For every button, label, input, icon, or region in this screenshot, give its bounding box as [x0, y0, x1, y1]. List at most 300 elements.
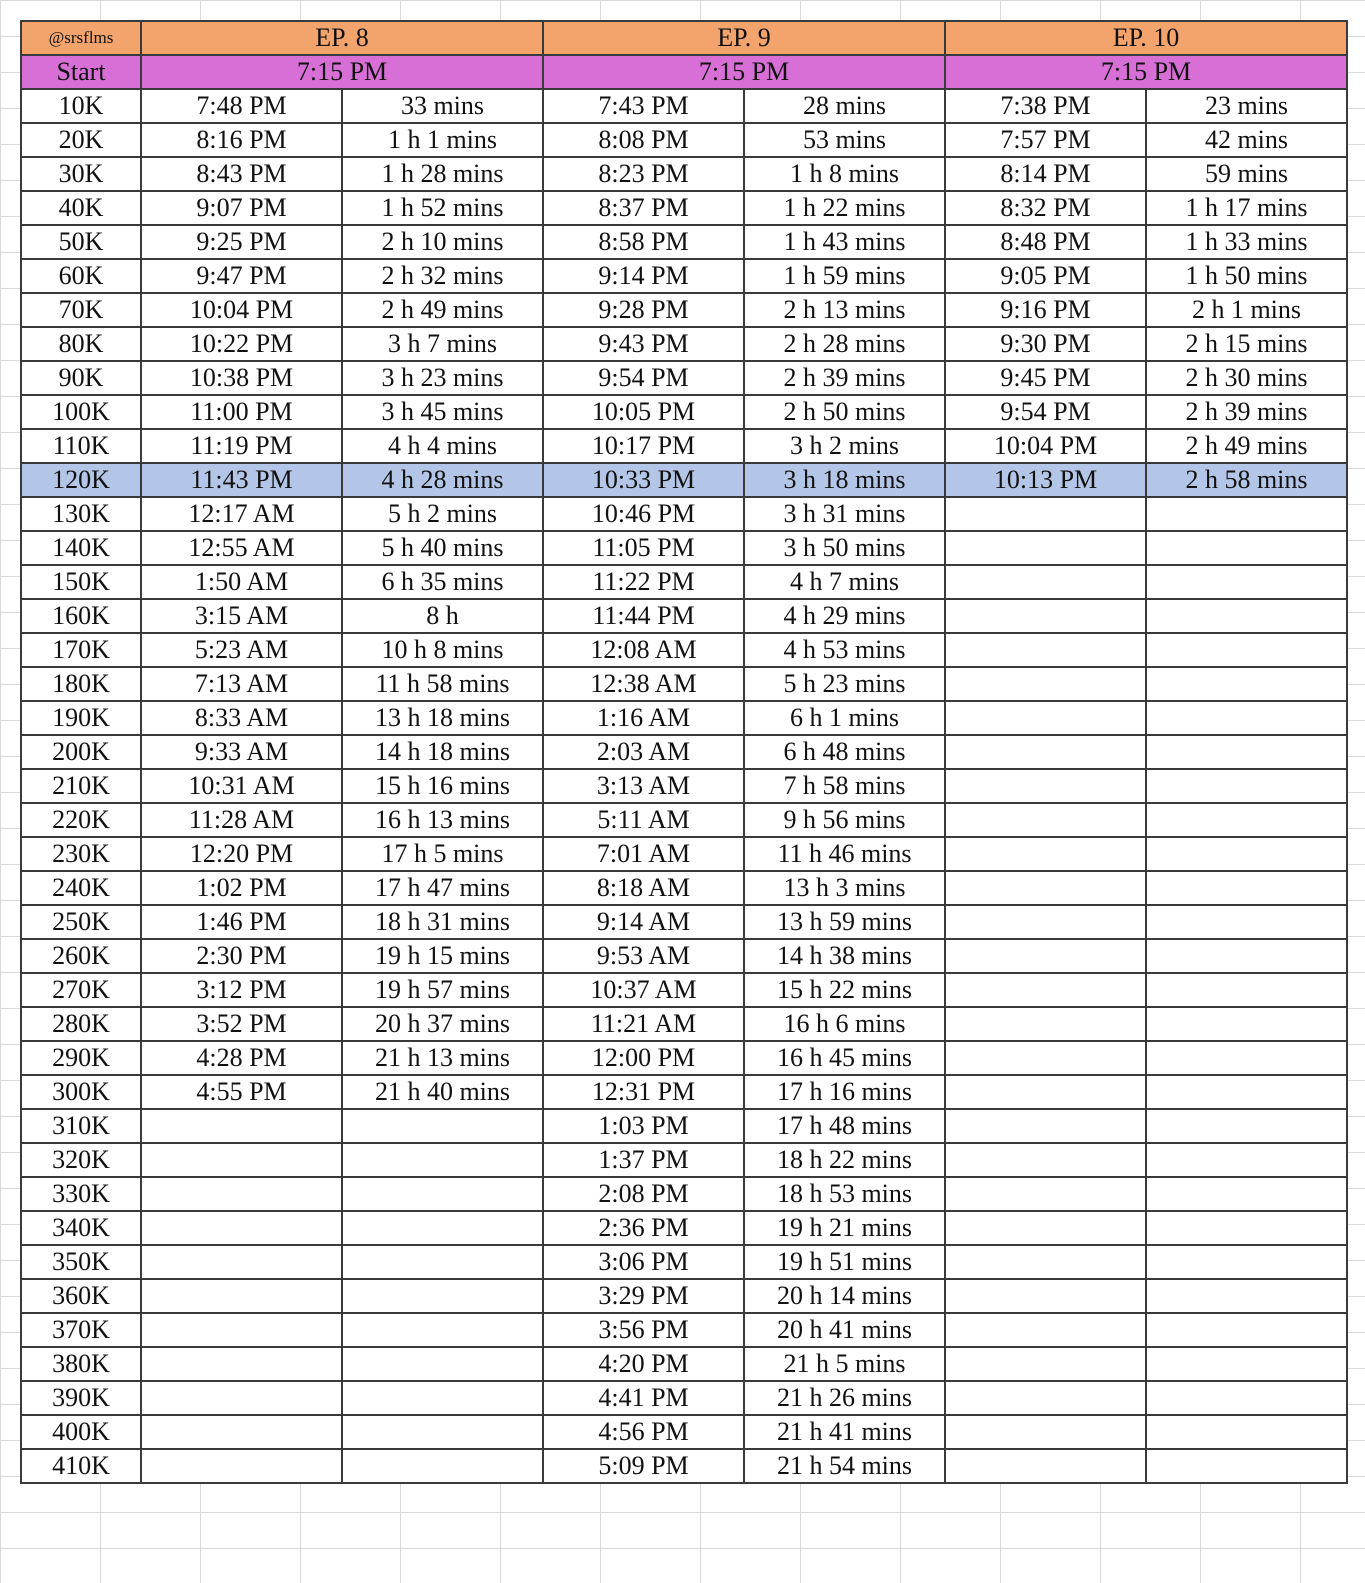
milestone-cell[interactable]: 320K	[21, 1143, 141, 1177]
table-row	[21, 905, 1347, 939]
ep9-time-cell[interactable]: 1:16 AM	[543, 701, 744, 735]
ep9-time-cell[interactable]: 3:06 PM	[543, 1245, 744, 1279]
ep8-time-cell[interactable]: 9:33 AM	[141, 735, 342, 769]
ep10-time-cell[interactable]: 8:32 PM	[945, 191, 1146, 225]
ep10-duration-cell[interactable]	[1146, 1415, 1347, 1449]
ep8-duration-cell[interactable]: 2 h 32 mins	[342, 259, 543, 293]
milestone-cell[interactable]: 370K	[21, 1313, 141, 1347]
ep9-time-cell[interactable]: 4:56 PM	[543, 1415, 744, 1449]
ep8-time-cell[interactable]: 10:31 AM	[141, 769, 342, 803]
ep8-time-cell[interactable]: 9:47 PM	[141, 259, 342, 293]
ep9-duration-cell[interactable]: 19 h 51 mins	[744, 1245, 945, 1279]
ep9-time-cell[interactable]: 12:00 PM	[543, 1041, 744, 1075]
ep9-time-cell[interactable]: 2:03 AM	[543, 735, 744, 769]
ep10-time-cell[interactable]	[945, 1075, 1146, 1109]
ep10-time-cell[interactable]: 9:54 PM	[945, 395, 1146, 429]
ep8-duration-cell[interactable]: 16 h 13 mins	[342, 803, 543, 837]
milestone-cell[interactable]: 90K	[21, 361, 141, 395]
episode-header-ep8[interactable]: EP. 8	[141, 21, 543, 55]
ep10-time-cell[interactable]	[945, 1347, 1146, 1381]
ep10-time-cell[interactable]	[945, 531, 1146, 565]
ep8-duration-cell[interactable]: 19 h 57 mins	[342, 973, 543, 1007]
ep9-time-cell[interactable]: 1:03 PM	[543, 1109, 744, 1143]
milestone-cell[interactable]: 260K	[21, 939, 141, 973]
ep9-duration-cell[interactable]: 13 h 3 mins	[744, 871, 945, 905]
ep10-duration-cell[interactable]: 42 mins	[1146, 123, 1347, 157]
ep9-duration-cell[interactable]: 21 h 5 mins	[744, 1347, 945, 1381]
ep10-duration-cell[interactable]	[1146, 803, 1347, 837]
episode-header-ep10[interactable]: EP. 10	[945, 21, 1347, 55]
ep10-time-cell[interactable]: 8:48 PM	[945, 225, 1146, 259]
milestone-cell[interactable]: 60K	[21, 259, 141, 293]
ep8-time-cell[interactable]: 8:43 PM	[141, 157, 342, 191]
ep9-duration-cell[interactable]: 21 h 26 mins	[744, 1381, 945, 1415]
ep8-time-cell[interactable]: 11:19 PM	[141, 429, 342, 463]
ep8-duration-cell[interactable]: 18 h 31 mins	[342, 905, 543, 939]
ep8-time-cell[interactable]: 8:33 AM	[141, 701, 342, 735]
ep8-time-cell[interactable]: 8:16 PM	[141, 123, 342, 157]
milestone-cell[interactable]: 240K	[21, 871, 141, 905]
ep9-duration-cell[interactable]: 1 h 8 mins	[744, 157, 945, 191]
ep9-time-cell[interactable]: 3:13 AM	[543, 769, 744, 803]
ep8-time-cell[interactable]: 4:55 PM	[141, 1075, 342, 1109]
ep10-time-cell[interactable]	[945, 1177, 1146, 1211]
milestone-cell[interactable]: 40K	[21, 191, 141, 225]
ep10-duration-cell[interactable]: 2 h 39 mins	[1146, 395, 1347, 429]
milestone-cell[interactable]: 50K	[21, 225, 141, 259]
ep10-duration-cell[interactable]	[1146, 1041, 1347, 1075]
ep8-duration-cell[interactable]: 10 h 8 mins	[342, 633, 543, 667]
ep10-duration-cell[interactable]: 59 mins	[1146, 157, 1347, 191]
ep10-duration-cell[interactable]	[1146, 1313, 1347, 1347]
ep10-time-cell[interactable]	[945, 803, 1146, 837]
ep10-time-cell[interactable]: 10:13 PM	[945, 463, 1146, 497]
ep10-duration-cell[interactable]: 2 h 1 mins	[1146, 293, 1347, 327]
ep10-time-cell[interactable]	[945, 1007, 1146, 1041]
milestone-cell[interactable]: 100K	[21, 395, 141, 429]
milestone-cell[interactable]: 310K	[21, 1109, 141, 1143]
ep9-duration-cell[interactable]: 5 h 23 mins	[744, 667, 945, 701]
ep10-duration-cell[interactable]	[1146, 871, 1347, 905]
ep9-time-cell[interactable]: 10:46 PM	[543, 497, 744, 531]
ep10-duration-cell[interactable]	[1146, 531, 1347, 565]
ep10-duration-cell[interactable]	[1146, 1177, 1347, 1211]
ep9-duration-cell[interactable]: 9 h 56 mins	[744, 803, 945, 837]
ep8-duration-cell[interactable]	[342, 1347, 543, 1381]
ep10-duration-cell[interactable]	[1146, 1211, 1347, 1245]
ep10-time-cell[interactable]	[945, 1245, 1146, 1279]
ep9-duration-cell[interactable]: 3 h 2 mins	[744, 429, 945, 463]
ep9-duration-cell[interactable]: 15 h 22 mins	[744, 973, 945, 1007]
ep9-time-cell[interactable]: 8:23 PM	[543, 157, 744, 191]
ep8-duration-cell[interactable]: 17 h 47 mins	[342, 871, 543, 905]
ep8-time-cell[interactable]: 12:55 AM	[141, 531, 342, 565]
ep9-duration-cell[interactable]: 20 h 14 mins	[744, 1279, 945, 1313]
milestone-cell[interactable]: 140K	[21, 531, 141, 565]
ep8-time-cell[interactable]: 11:43 PM	[141, 463, 342, 497]
milestone-cell[interactable]: 330K	[21, 1177, 141, 1211]
credit-cell[interactable]: @srsflms	[21, 21, 141, 55]
ep8-time-cell[interactable]	[141, 1449, 342, 1483]
ep10-time-cell[interactable]	[945, 1143, 1146, 1177]
milestone-cell[interactable]: 120K	[21, 463, 141, 497]
ep9-time-cell[interactable]: 12:31 PM	[543, 1075, 744, 1109]
ep8-time-cell[interactable]: 3:12 PM	[141, 973, 342, 1007]
ep9-time-cell[interactable]: 10:17 PM	[543, 429, 744, 463]
ep9-time-cell[interactable]: 9:54 PM	[543, 361, 744, 395]
ep8-duration-cell[interactable]: 5 h 2 mins	[342, 497, 543, 531]
ep9-duration-cell[interactable]: 19 h 21 mins	[744, 1211, 945, 1245]
ep9-time-cell[interactable]: 10:05 PM	[543, 395, 744, 429]
ep10-time-cell[interactable]	[945, 1381, 1146, 1415]
ep8-time-cell[interactable]: 1:02 PM	[141, 871, 342, 905]
ep10-duration-cell[interactable]	[1146, 1245, 1347, 1279]
ep10-duration-cell[interactable]	[1146, 1449, 1347, 1483]
ep9-duration-cell[interactable]: 16 h 45 mins	[744, 1041, 945, 1075]
ep9-time-cell[interactable]: 9:43 PM	[543, 327, 744, 361]
ep10-time-cell[interactable]: 9:30 PM	[945, 327, 1146, 361]
ep8-time-cell[interactable]: 11:00 PM	[141, 395, 342, 429]
start-time-ep9[interactable]: 7:15 PM	[543, 55, 945, 89]
ep9-time-cell[interactable]: 9:14 AM	[543, 905, 744, 939]
milestone-cell[interactable]: 400K	[21, 1415, 141, 1449]
ep10-time-cell[interactable]	[945, 1109, 1146, 1143]
ep10-time-cell[interactable]	[945, 871, 1146, 905]
ep9-duration-cell[interactable]: 2 h 28 mins	[744, 327, 945, 361]
ep10-duration-cell[interactable]	[1146, 1007, 1347, 1041]
ep9-duration-cell[interactable]: 2 h 50 mins	[744, 395, 945, 429]
ep9-duration-cell[interactable]: 1 h 59 mins	[744, 259, 945, 293]
milestone-cell[interactable]: 190K	[21, 701, 141, 735]
ep8-duration-cell[interactable]: 6 h 35 mins	[342, 565, 543, 599]
ep8-duration-cell[interactable]	[342, 1211, 543, 1245]
ep9-duration-cell[interactable]: 7 h 58 mins	[744, 769, 945, 803]
ep9-duration-cell[interactable]: 3 h 18 mins	[744, 463, 945, 497]
start-time-ep8[interactable]: 7:15 PM	[141, 55, 543, 89]
ep8-duration-cell[interactable]	[342, 1143, 543, 1177]
ep8-time-cell[interactable]: 7:48 PM	[141, 89, 342, 123]
ep8-duration-cell[interactable]	[342, 1109, 543, 1143]
ep10-duration-cell[interactable]	[1146, 1109, 1347, 1143]
ep8-duration-cell[interactable]: 2 h 49 mins	[342, 293, 543, 327]
ep9-time-cell[interactable]: 3:29 PM	[543, 1279, 744, 1313]
milestone-cell[interactable]: 80K	[21, 327, 141, 361]
table-row	[21, 803, 1347, 837]
ep10-time-cell[interactable]: 9:05 PM	[945, 259, 1146, 293]
ep8-time-cell[interactable]: 9:25 PM	[141, 225, 342, 259]
ep9-time-cell[interactable]: 2:36 PM	[543, 1211, 744, 1245]
milestone-cell[interactable]: 350K	[21, 1245, 141, 1279]
ep9-time-cell[interactable]: 11:22 PM	[543, 565, 744, 599]
ep9-duration-cell[interactable]: 28 mins	[744, 89, 945, 123]
ep10-time-cell[interactable]	[945, 667, 1146, 701]
ep8-duration-cell[interactable]: 17 h 5 mins	[342, 837, 543, 871]
ep10-time-cell[interactable]	[945, 1279, 1146, 1313]
ep9-time-cell[interactable]: 4:20 PM	[543, 1347, 744, 1381]
ep8-duration-cell[interactable]: 3 h 7 mins	[342, 327, 543, 361]
ep9-time-cell[interactable]: 2:08 PM	[543, 1177, 744, 1211]
ep8-time-cell[interactable]: 10:22 PM	[141, 327, 342, 361]
ep10-duration-cell[interactable]	[1146, 1075, 1347, 1109]
ep10-duration-cell[interactable]	[1146, 1381, 1347, 1415]
ep8-duration-cell[interactable]	[342, 1279, 543, 1313]
ep8-duration-cell[interactable]: 19 h 15 mins	[342, 939, 543, 973]
ep8-duration-cell[interactable]: 21 h 13 mins	[342, 1041, 543, 1075]
ep9-time-cell[interactable]: 10:33 PM	[543, 463, 744, 497]
ep9-duration-cell[interactable]: 1 h 43 mins	[744, 225, 945, 259]
ep10-duration-cell[interactable]	[1146, 1279, 1347, 1313]
ep8-duration-cell[interactable]: 21 h 40 mins	[342, 1075, 543, 1109]
table-row	[21, 1007, 1347, 1041]
ep10-duration-cell[interactable]	[1146, 667, 1347, 701]
ep8-duration-cell[interactable]: 15 h 16 mins	[342, 769, 543, 803]
ep8-time-cell[interactable]: 1:46 PM	[141, 905, 342, 939]
ep8-time-cell[interactable]: 5:23 AM	[141, 633, 342, 667]
ep10-duration-cell[interactable]: 1 h 50 mins	[1146, 259, 1347, 293]
ep10-duration-cell[interactable]	[1146, 497, 1347, 531]
ep8-duration-cell[interactable]: 33 mins	[342, 89, 543, 123]
ep9-time-cell[interactable]: 3:56 PM	[543, 1313, 744, 1347]
ep8-duration-cell[interactable]: 5 h 40 mins	[342, 531, 543, 565]
ep10-duration-cell[interactable]: 1 h 17 mins	[1146, 191, 1347, 225]
ep9-duration-cell[interactable]: 18 h 22 mins	[744, 1143, 945, 1177]
ep10-duration-cell[interactable]	[1146, 837, 1347, 871]
milestone-cell[interactable]: 160K	[21, 599, 141, 633]
ep9-duration-cell[interactable]: 4 h 29 mins	[744, 599, 945, 633]
ep9-time-cell[interactable]: 11:21 AM	[543, 1007, 744, 1041]
ep10-time-cell[interactable]: 7:38 PM	[945, 89, 1146, 123]
ep8-time-cell[interactable]	[141, 1245, 342, 1279]
ep8-duration-cell[interactable]: 1 h 28 mins	[342, 157, 543, 191]
ep8-time-cell[interactable]	[141, 1279, 342, 1313]
ep10-time-cell[interactable]: 8:14 PM	[945, 157, 1146, 191]
ep8-duration-cell[interactable]: 3 h 45 mins	[342, 395, 543, 429]
milestone-cell[interactable]: 230K	[21, 837, 141, 871]
ep8-time-cell[interactable]	[141, 1381, 342, 1415]
ep9-time-cell[interactable]: 5:09 PM	[543, 1449, 744, 1483]
table-row	[21, 837, 1347, 871]
ep8-time-cell[interactable]: 10:04 PM	[141, 293, 342, 327]
ep9-duration-cell[interactable]: 4 h 53 mins	[744, 633, 945, 667]
ep10-time-cell[interactable]	[945, 1041, 1146, 1075]
ep8-time-cell[interactable]	[141, 1313, 342, 1347]
milestone-cell[interactable]: 290K	[21, 1041, 141, 1075]
ep10-duration-cell[interactable]: 2 h 58 mins	[1146, 463, 1347, 497]
ep8-time-cell[interactable]: 4:28 PM	[141, 1041, 342, 1075]
ep10-duration-cell[interactable]	[1146, 599, 1347, 633]
milestone-cell[interactable]: 410K	[21, 1449, 141, 1483]
milestone-cell[interactable]: 130K	[21, 497, 141, 531]
ep10-duration-cell[interactable]: 2 h 15 mins	[1146, 327, 1347, 361]
milestone-cell[interactable]: 170K	[21, 633, 141, 667]
ep9-time-cell[interactable]: 12:38 AM	[543, 667, 744, 701]
ep10-time-cell[interactable]: 7:57 PM	[945, 123, 1146, 157]
ep8-time-cell[interactable]: 3:15 AM	[141, 599, 342, 633]
ep9-duration-cell[interactable]: 16 h 6 mins	[744, 1007, 945, 1041]
ep8-duration-cell[interactable]: 2 h 10 mins	[342, 225, 543, 259]
ep9-time-cell[interactable]: 7:01 AM	[543, 837, 744, 871]
ep8-duration-cell[interactable]: 1 h 1 mins	[342, 123, 543, 157]
ep9-duration-cell[interactable]: 6 h 1 mins	[744, 701, 945, 735]
milestone-cell[interactable]: 360K	[21, 1279, 141, 1313]
ep8-duration-cell[interactable]: 1 h 52 mins	[342, 191, 543, 225]
ep9-duration-cell[interactable]: 11 h 46 mins	[744, 837, 945, 871]
ep8-time-cell[interactable]	[141, 1211, 342, 1245]
ep10-time-cell[interactable]	[945, 633, 1146, 667]
milestone-cell[interactable]: 20K	[21, 123, 141, 157]
ep10-duration-cell[interactable]	[1146, 769, 1347, 803]
ep9-duration-cell[interactable]: 17 h 48 mins	[744, 1109, 945, 1143]
ep10-time-cell[interactable]	[945, 497, 1146, 531]
ep10-time-cell[interactable]	[945, 735, 1146, 769]
ep10-duration-cell[interactable]	[1146, 939, 1347, 973]
ep10-time-cell[interactable]	[945, 973, 1146, 1007]
ep9-duration-cell[interactable]: 53 mins	[744, 123, 945, 157]
ep10-time-cell[interactable]	[945, 599, 1146, 633]
ep10-duration-cell[interactable]: 23 mins	[1146, 89, 1347, 123]
ep10-time-cell[interactable]: 9:16 PM	[945, 293, 1146, 327]
ep10-duration-cell[interactable]	[1146, 1143, 1347, 1177]
ep10-duration-cell[interactable]	[1146, 735, 1347, 769]
ep8-duration-cell[interactable]	[342, 1381, 543, 1415]
ep9-duration-cell[interactable]: 1 h 22 mins	[744, 191, 945, 225]
ep8-duration-cell[interactable]: 4 h 28 mins	[342, 463, 543, 497]
start-time-ep10[interactable]: 7:15 PM	[945, 55, 1347, 89]
ep9-duration-cell[interactable]: 20 h 41 mins	[744, 1313, 945, 1347]
ep9-time-cell[interactable]: 9:53 AM	[543, 939, 744, 973]
ep8-duration-cell[interactable]: 4 h 4 mins	[342, 429, 543, 463]
ep8-duration-cell[interactable]: 3 h 23 mins	[342, 361, 543, 395]
ep10-time-cell[interactable]	[945, 1449, 1146, 1483]
ep8-time-cell[interactable]: 2:30 PM	[141, 939, 342, 973]
milestone-cell[interactable]: 200K	[21, 735, 141, 769]
ep8-duration-cell[interactable]	[342, 1177, 543, 1211]
milestone-cell[interactable]: 30K	[21, 157, 141, 191]
ep8-duration-cell[interactable]: 11 h 58 mins	[342, 667, 543, 701]
ep8-duration-cell[interactable]: 13 h 18 mins	[342, 701, 543, 735]
ep8-time-cell[interactable]: 9:07 PM	[141, 191, 342, 225]
ep8-time-cell[interactable]: 10:38 PM	[141, 361, 342, 395]
ep8-time-cell[interactable]: 3:52 PM	[141, 1007, 342, 1041]
ep10-duration-cell[interactable]	[1146, 565, 1347, 599]
ep10-duration-cell[interactable]	[1146, 701, 1347, 735]
ep10-time-cell[interactable]	[945, 1415, 1146, 1449]
ep8-time-cell[interactable]	[141, 1347, 342, 1381]
ep10-duration-cell[interactable]: 2 h 49 mins	[1146, 429, 1347, 463]
ep9-time-cell[interactable]: 1:37 PM	[543, 1143, 744, 1177]
ep9-time-cell[interactable]: 11:05 PM	[543, 531, 744, 565]
ep10-time-cell[interactable]	[945, 837, 1146, 871]
ep9-time-cell[interactable]: 9:14 PM	[543, 259, 744, 293]
ep8-duration-cell[interactable]: 8 h	[342, 599, 543, 633]
ep9-time-cell[interactable]: 10:37 AM	[543, 973, 744, 1007]
ep9-time-cell[interactable]: 8:37 PM	[543, 191, 744, 225]
ep9-time-cell[interactable]: 12:08 AM	[543, 633, 744, 667]
ep8-time-cell[interactable]: 12:20 PM	[141, 837, 342, 871]
ep9-time-cell[interactable]: 5:11 AM	[543, 803, 744, 837]
ep8-time-cell[interactable]	[141, 1415, 342, 1449]
milestone-cell[interactable]: 300K	[21, 1075, 141, 1109]
ep9-time-cell[interactable]: 8:08 PM	[543, 123, 744, 157]
ep9-duration-cell[interactable]: 21 h 41 mins	[744, 1415, 945, 1449]
ep10-duration-cell[interactable]	[1146, 905, 1347, 939]
ep9-duration-cell[interactable]: 3 h 50 mins	[744, 531, 945, 565]
ep8-duration-cell[interactable]	[342, 1245, 543, 1279]
milestone-cell[interactable]: 280K	[21, 1007, 141, 1041]
ep9-duration-cell[interactable]: 6 h 48 mins	[744, 735, 945, 769]
milestone-cell[interactable]: 220K	[21, 803, 141, 837]
ep9-duration-cell[interactable]: 21 h 54 mins	[744, 1449, 945, 1483]
ep10-duration-cell[interactable]	[1146, 1347, 1347, 1381]
ep10-time-cell[interactable]	[945, 905, 1146, 939]
ep8-time-cell[interactable]	[141, 1177, 342, 1211]
ep8-time-cell[interactable]	[141, 1109, 342, 1143]
ep9-time-cell[interactable]: 11:44 PM	[543, 599, 744, 633]
ep10-duration-cell[interactable]	[1146, 973, 1347, 1007]
ep10-time-cell[interactable]	[945, 701, 1146, 735]
ep8-duration-cell[interactable]: 20 h 37 mins	[342, 1007, 543, 1041]
ep8-duration-cell[interactable]	[342, 1415, 543, 1449]
ep10-duration-cell[interactable]: 2 h 30 mins	[1146, 361, 1347, 395]
milestone-cell[interactable]: 110K	[21, 429, 141, 463]
milestone-cell[interactable]: 210K	[21, 769, 141, 803]
milestone-cell[interactable]: 270K	[21, 973, 141, 1007]
ep8-time-cell[interactable]: 11:28 AM	[141, 803, 342, 837]
ep9-time-cell[interactable]: 4:41 PM	[543, 1381, 744, 1415]
milestone-cell[interactable]: 10K	[21, 89, 141, 123]
episode-header-ep9[interactable]: EP. 9	[543, 21, 945, 55]
ep10-duration-cell[interactable]	[1146, 633, 1347, 667]
start-label-cell[interactable]: Start	[21, 55, 141, 89]
ep8-time-cell[interactable]	[141, 1143, 342, 1177]
ep10-time-cell[interactable]	[945, 1313, 1146, 1347]
ep9-duration-cell[interactable]: 4 h 7 mins	[744, 565, 945, 599]
milestone-cell[interactable]: 250K	[21, 905, 141, 939]
ep10-duration-cell[interactable]: 1 h 33 mins	[1146, 225, 1347, 259]
milestone-cell[interactable]: 340K	[21, 1211, 141, 1245]
milestone-cell[interactable]: 70K	[21, 293, 141, 327]
ep8-time-cell[interactable]: 12:17 AM	[141, 497, 342, 531]
ep9-duration-cell[interactable]: 13 h 59 mins	[744, 905, 945, 939]
ep10-time-cell[interactable]	[945, 1211, 1146, 1245]
ep9-time-cell[interactable]: 8:18 AM	[543, 871, 744, 905]
ep9-duration-cell[interactable]: 17 h 16 mins	[744, 1075, 945, 1109]
ep10-time-cell[interactable]	[945, 565, 1146, 599]
ep10-time-cell[interactable]	[945, 939, 1146, 973]
ep9-time-cell[interactable]: 7:43 PM	[543, 89, 744, 123]
ep9-time-cell[interactable]: 8:58 PM	[543, 225, 744, 259]
milestone-cell[interactable]: 180K	[21, 667, 141, 701]
milestone-cell[interactable]: 390K	[21, 1381, 141, 1415]
ep8-duration-cell[interactable]	[342, 1449, 543, 1483]
milestone-cell[interactable]: 150K	[21, 565, 141, 599]
ep10-time-cell[interactable]: 10:04 PM	[945, 429, 1146, 463]
ep9-duration-cell[interactable]: 14 h 38 mins	[744, 939, 945, 973]
table-row	[21, 973, 1347, 1007]
ep9-time-cell[interactable]: 9:28 PM	[543, 293, 744, 327]
ep8-duration-cell[interactable]: 14 h 18 mins	[342, 735, 543, 769]
ep9-duration-cell[interactable]: 2 h 39 mins	[744, 361, 945, 395]
ep9-duration-cell[interactable]: 2 h 13 mins	[744, 293, 945, 327]
ep8-duration-cell[interactable]	[342, 1313, 543, 1347]
ep9-duration-cell[interactable]: 18 h 53 mins	[744, 1177, 945, 1211]
ep9-duration-cell[interactable]: 3 h 31 mins	[744, 497, 945, 531]
ep8-time-cell[interactable]: 7:13 AM	[141, 667, 342, 701]
milestone-cell[interactable]: 380K	[21, 1347, 141, 1381]
ep10-time-cell[interactable]: 9:45 PM	[945, 361, 1146, 395]
ep8-time-cell[interactable]: 1:50 AM	[141, 565, 342, 599]
ep10-time-cell[interactable]	[945, 769, 1146, 803]
